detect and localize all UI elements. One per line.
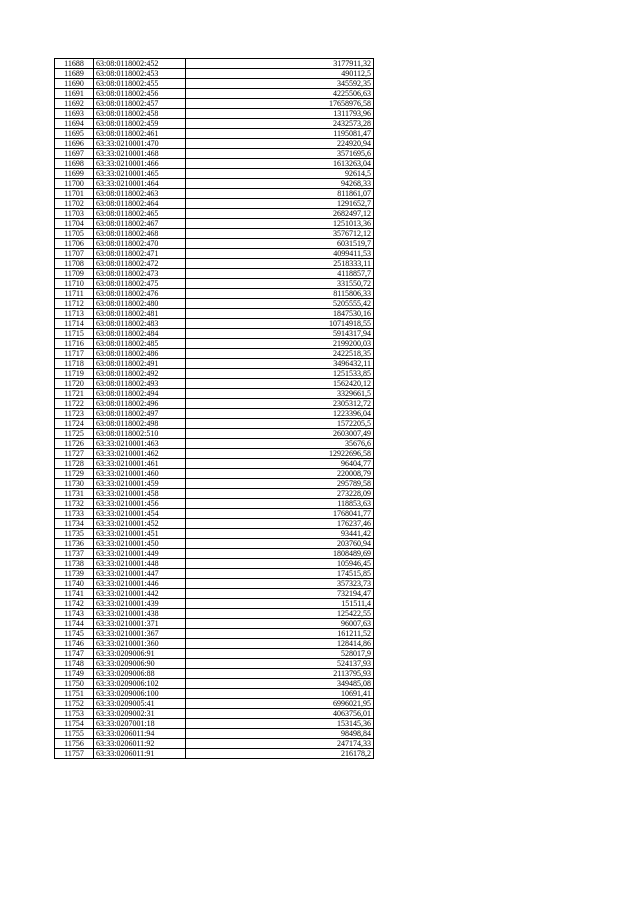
row-number-cell: 11706 (55, 239, 94, 249)
value-cell: 4118857,7 (186, 269, 374, 279)
value-cell: 1223396,04 (186, 409, 374, 419)
value-cell: 96404,77 (186, 459, 374, 469)
value-cell: 94268,33 (186, 179, 374, 189)
table-row (55, 339, 374, 349)
row-number-cell: 11751 (55, 689, 94, 699)
cadastral-number-cell: 63:33:0210001:451 (94, 529, 186, 539)
row-number-cell: 11702 (55, 199, 94, 209)
table-row (55, 349, 374, 359)
row-number-cell: 11721 (55, 389, 94, 399)
table-row (55, 469, 374, 479)
cadastral-number-cell: 63:33:0210001:465 (94, 169, 186, 179)
table-row (55, 399, 374, 409)
row-number-cell: 11704 (55, 219, 94, 229)
cadastral-number-cell: 63:33:0209005:41 (94, 699, 186, 709)
value-cell: 1291652,7 (186, 199, 374, 209)
table-row (55, 219, 374, 229)
row-number-cell: 11691 (55, 89, 94, 99)
value-cell: 17658976,58 (186, 99, 374, 109)
value-cell: 3576712,12 (186, 229, 374, 239)
value-cell: 345592,35 (186, 79, 374, 89)
cadastral-number-cell: 63:33:0210001:450 (94, 539, 186, 549)
value-cell: 4099411,53 (186, 249, 374, 259)
table-row (55, 519, 374, 529)
row-number-cell: 11753 (55, 709, 94, 719)
row-number-cell: 11755 (55, 729, 94, 739)
table-row (55, 569, 374, 579)
cadastral-number-cell: 63:08:0118002:486 (94, 349, 186, 359)
row-number-cell: 11695 (55, 129, 94, 139)
table-row (55, 579, 374, 589)
value-cell: 4063756,01 (186, 709, 374, 719)
cadastral-number-cell: 63:33:0209006:90 (94, 659, 186, 669)
cadastral-number-cell: 63:08:0118002:453 (94, 69, 186, 79)
row-number-cell: 11703 (55, 209, 94, 219)
value-cell: 331550,72 (186, 279, 374, 289)
row-number-cell: 11712 (55, 299, 94, 309)
value-cell: 3177911,32 (186, 59, 374, 69)
value-cell: 151511,4 (186, 599, 374, 609)
row-number-cell: 11730 (55, 479, 94, 489)
row-number-cell: 11690 (55, 79, 94, 89)
value-cell: 1768041,77 (186, 509, 374, 519)
cadastral-number-cell: 63:08:0118002:510 (94, 429, 186, 439)
row-number-cell: 11739 (55, 569, 94, 579)
value-cell: 153145,36 (186, 719, 374, 729)
row-number-cell: 11723 (55, 409, 94, 419)
table-row (55, 249, 374, 259)
value-cell: 125422,55 (186, 609, 374, 619)
table-row (55, 89, 374, 99)
cadastral-number-cell: 63:33:0209006:102 (94, 679, 186, 689)
value-cell: 176237,46 (186, 519, 374, 529)
row-number-cell: 11701 (55, 189, 94, 199)
cadastral-number-cell: 63:08:0118002:492 (94, 369, 186, 379)
row-number-cell: 11696 (55, 139, 94, 149)
value-cell: 105946,45 (186, 559, 374, 569)
table-row (55, 179, 374, 189)
table-row (55, 729, 374, 739)
row-number-cell: 11745 (55, 629, 94, 639)
cadastral-number-cell: 63:08:0118002:496 (94, 399, 186, 409)
cadastral-number-cell: 63:08:0118002:493 (94, 379, 186, 389)
cadastral-number-cell: 63:33:0210001:458 (94, 489, 186, 499)
cadastral-number-cell: 63:08:0118002:494 (94, 389, 186, 399)
table-row (55, 589, 374, 599)
table-row (55, 719, 374, 729)
cadastral-number-cell: 63:33:0209002:31 (94, 709, 186, 719)
row-number-cell: 11708 (55, 259, 94, 269)
table-row (55, 689, 374, 699)
table-row (55, 409, 374, 419)
cadastral-number-cell: 63:08:0118002:491 (94, 359, 186, 369)
cadastral-number-cell: 63:08:0118002:475 (94, 279, 186, 289)
cadastral-number-cell: 63:08:0118002:456 (94, 89, 186, 99)
table-row (55, 239, 374, 249)
cadastral-number-cell: 63:33:0207001:18 (94, 719, 186, 729)
cadastral-number-cell: 63:33:0210001:446 (94, 579, 186, 589)
row-number-cell: 11747 (55, 649, 94, 659)
cadastral-number-cell: 63:33:0210001:449 (94, 549, 186, 559)
cadastral-number-cell: 63:33:0210001:461 (94, 459, 186, 469)
row-number-cell: 11724 (55, 419, 94, 429)
row-number-cell: 11717 (55, 349, 94, 359)
value-cell: 3329661,5 (186, 389, 374, 399)
value-cell: 2432573,28 (186, 119, 374, 129)
value-cell: 2422518,35 (186, 349, 374, 359)
row-number-cell: 11757 (55, 749, 94, 759)
row-number-cell: 11749 (55, 669, 94, 679)
table-row (55, 129, 374, 139)
row-number-cell: 11738 (55, 559, 94, 569)
cadastral-number-cell: 63:33:0210001:454 (94, 509, 186, 519)
cadastral-number-cell: 63:08:0118002:459 (94, 119, 186, 129)
row-number-cell: 11697 (55, 149, 94, 159)
table-row (55, 679, 374, 689)
cadastral-number-cell: 63:08:0118002:483 (94, 319, 186, 329)
cadastral-number-cell: 63:08:0118002:498 (94, 419, 186, 429)
cadastral-number-cell: 63:08:0118002:472 (94, 259, 186, 269)
table-row (55, 359, 374, 369)
table-row (55, 269, 374, 279)
value-cell: 1847530,16 (186, 309, 374, 319)
cadastral-number-cell: 63:33:0206011:92 (94, 739, 186, 749)
cadastral-number-cell: 63:33:0209006:100 (94, 689, 186, 699)
table-row (55, 479, 374, 489)
row-number-cell: 11707 (55, 249, 94, 259)
value-cell: 174515,85 (186, 569, 374, 579)
cadastral-number-cell: 63:08:0118002:471 (94, 249, 186, 259)
cadastral-number-cell: 63:33:0210001:459 (94, 479, 186, 489)
row-number-cell: 11718 (55, 359, 94, 369)
table-row (55, 499, 374, 509)
value-cell: 2682497,12 (186, 209, 374, 219)
row-number-cell: 11754 (55, 719, 94, 729)
cadastral-number-cell: 63:33:0210001:464 (94, 179, 186, 189)
row-number-cell: 11728 (55, 459, 94, 469)
table-row (55, 279, 374, 289)
cadastral-number-cell: 63:08:0118002:473 (94, 269, 186, 279)
table-row (55, 369, 374, 379)
row-number-cell: 11715 (55, 329, 94, 339)
cadastral-number-cell: 63:33:0210001:468 (94, 149, 186, 159)
cadastral-number-cell: 63:33:0210001:438 (94, 609, 186, 619)
table-row (55, 599, 374, 609)
value-cell: 3496432,11 (186, 359, 374, 369)
table-row (55, 459, 374, 469)
row-number-cell: 11688 (55, 59, 94, 69)
cadastral-number-cell: 63:33:0210001:466 (94, 159, 186, 169)
table-row (55, 629, 374, 639)
table-row (55, 539, 374, 549)
table-row (55, 489, 374, 499)
row-number-cell: 11733 (55, 509, 94, 519)
table-row (55, 659, 374, 669)
row-number-cell: 11705 (55, 229, 94, 239)
value-cell: 273228,09 (186, 489, 374, 499)
table-row (55, 289, 374, 299)
value-cell: 216178,2 (186, 749, 374, 759)
row-number-cell: 11720 (55, 379, 94, 389)
table-row (55, 199, 374, 209)
table-row (55, 439, 374, 449)
value-cell: 203760,94 (186, 539, 374, 549)
value-cell: 5205555,42 (186, 299, 374, 309)
row-number-cell: 11699 (55, 169, 94, 179)
value-cell: 1808489,69 (186, 549, 374, 559)
value-cell: 6031519,7 (186, 239, 374, 249)
value-cell: 1613263,04 (186, 159, 374, 169)
row-number-cell: 11719 (55, 369, 94, 379)
cadastral-number-cell: 63:33:0210001:447 (94, 569, 186, 579)
row-number-cell: 11729 (55, 469, 94, 479)
cadastral-number-cell: 63:08:0118002:455 (94, 79, 186, 89)
cadastral-number-cell: 63:33:0210001:360 (94, 639, 186, 649)
table-row (55, 139, 374, 149)
value-cell: 3571695,6 (186, 149, 374, 159)
value-cell: 811861,07 (186, 189, 374, 199)
row-number-cell: 11694 (55, 119, 94, 129)
value-cell: 118853,63 (186, 499, 374, 509)
cadastral-number-cell: 63:08:0118002:484 (94, 329, 186, 339)
cadastral-number-cell: 63:08:0118002:467 (94, 219, 186, 229)
row-number-cell: 11748 (55, 659, 94, 669)
row-number-cell: 11711 (55, 289, 94, 299)
table-row (55, 329, 374, 339)
row-number-cell: 11756 (55, 739, 94, 749)
cadastral-number-cell: 63:08:0118002:481 (94, 309, 186, 319)
value-cell: 2113795,93 (186, 669, 374, 679)
cadastral-number-cell: 63:33:0206011:91 (94, 749, 186, 759)
value-cell: 2305312,72 (186, 399, 374, 409)
cadastral-number-cell: 63:33:0210001:456 (94, 499, 186, 509)
value-cell: 295789,58 (186, 479, 374, 489)
value-cell: 128414,86 (186, 639, 374, 649)
table-row (55, 529, 374, 539)
row-number-cell: 11689 (55, 69, 94, 79)
cadastral-number-cell: 63:08:0118002:458 (94, 109, 186, 119)
value-cell: 224920,94 (186, 139, 374, 149)
row-number-cell: 11743 (55, 609, 94, 619)
table-row (55, 649, 374, 659)
value-cell: 247174,33 (186, 739, 374, 749)
cadastral-number-cell: 63:33:0210001:448 (94, 559, 186, 569)
value-cell: 2603007,49 (186, 429, 374, 439)
table-row (55, 619, 374, 629)
table-row (55, 509, 374, 519)
row-number-cell: 11752 (55, 699, 94, 709)
cadastral-number-cell: 63:33:0210001:439 (94, 599, 186, 609)
row-number-cell: 11726 (55, 439, 94, 449)
row-number-cell: 11746 (55, 639, 94, 649)
data-table-body (55, 59, 374, 759)
value-cell: 524137,93 (186, 659, 374, 669)
row-number-cell: 11693 (55, 109, 94, 119)
cadastral-number-cell: 63:08:0118002:480 (94, 299, 186, 309)
value-cell: 357323,73 (186, 579, 374, 589)
row-number-cell: 11744 (55, 619, 94, 629)
cadastral-number-cell: 63:08:0118002:497 (94, 409, 186, 419)
table-row (55, 709, 374, 719)
value-cell: 349485,08 (186, 679, 374, 689)
row-number-cell: 11732 (55, 499, 94, 509)
table-row (55, 389, 374, 399)
value-cell: 10691,41 (186, 689, 374, 699)
data-table (54, 58, 374, 759)
row-number-cell: 11737 (55, 549, 94, 559)
table-row (55, 419, 374, 429)
value-cell: 1562420,12 (186, 379, 374, 389)
row-number-cell: 11750 (55, 679, 94, 689)
table-row (55, 169, 374, 179)
table-row (55, 189, 374, 199)
value-cell: 98498,84 (186, 729, 374, 739)
cadastral-number-cell: 63:08:0118002:470 (94, 239, 186, 249)
table-row (55, 209, 374, 219)
row-number-cell: 11742 (55, 599, 94, 609)
cadastral-number-cell: 63:33:0209006:88 (94, 669, 186, 679)
cadastral-number-cell: 63:33:0210001:452 (94, 519, 186, 529)
value-cell: 2199200,03 (186, 339, 374, 349)
table-row (55, 609, 374, 619)
table-row (55, 229, 374, 239)
table-row (55, 299, 374, 309)
value-cell: 1251533,85 (186, 369, 374, 379)
value-cell: 96007,63 (186, 619, 374, 629)
row-number-cell: 11710 (55, 279, 94, 289)
row-number-cell: 11741 (55, 589, 94, 599)
value-cell: 35676,6 (186, 439, 374, 449)
table-row (55, 309, 374, 319)
cadastral-number-cell: 63:33:0210001:470 (94, 139, 186, 149)
row-number-cell: 11734 (55, 519, 94, 529)
cadastral-number-cell: 63:08:0118002:457 (94, 99, 186, 109)
value-cell: 92614,5 (186, 169, 374, 179)
cadastral-number-cell: 63:08:0118002:465 (94, 209, 186, 219)
cadastral-number-cell: 63:33:0210001:462 (94, 449, 186, 459)
cadastral-number-cell: 63:33:0210001:463 (94, 439, 186, 449)
value-cell: 5914317,94 (186, 329, 374, 339)
value-cell: 4225506,63 (186, 89, 374, 99)
table-row (55, 429, 374, 439)
row-number-cell: 11722 (55, 399, 94, 409)
value-cell: 161211,52 (186, 629, 374, 639)
cadastral-number-cell: 63:08:0118002:476 (94, 289, 186, 299)
cadastral-number-cell: 63:08:0118002:461 (94, 129, 186, 139)
table-row (55, 449, 374, 459)
table-row (55, 699, 374, 709)
value-cell: 1311793,96 (186, 109, 374, 119)
cadastral-number-cell: 63:08:0118002:485 (94, 339, 186, 349)
table-row (55, 549, 374, 559)
value-cell: 93441,42 (186, 529, 374, 539)
table-row (55, 109, 374, 119)
table-row (55, 739, 374, 749)
table-row (55, 99, 374, 109)
value-cell: 1251013,36 (186, 219, 374, 229)
row-number-cell: 11740 (55, 579, 94, 589)
row-number-cell: 11692 (55, 99, 94, 109)
table-row (55, 319, 374, 329)
table-row (55, 749, 374, 759)
table-row (55, 639, 374, 649)
value-cell: 10714918,55 (186, 319, 374, 329)
cadastral-number-cell: 63:08:0118002:463 (94, 189, 186, 199)
table-row (55, 119, 374, 129)
value-cell: 220008,79 (186, 469, 374, 479)
table-row (55, 59, 374, 69)
document-page (54, 58, 373, 759)
value-cell: 8115806,33 (186, 289, 374, 299)
row-number-cell: 11736 (55, 539, 94, 549)
cadastral-number-cell: 63:33:0210001:367 (94, 629, 186, 639)
row-number-cell: 11735 (55, 529, 94, 539)
row-number-cell: 11727 (55, 449, 94, 459)
cadastral-number-cell: 63:08:0118002:468 (94, 229, 186, 239)
cadastral-number-cell: 63:33:0210001:442 (94, 589, 186, 599)
value-cell: 2518333,11 (186, 259, 374, 269)
table-row (55, 69, 374, 79)
table-row (55, 379, 374, 389)
row-number-cell: 11714 (55, 319, 94, 329)
row-number-cell: 11700 (55, 179, 94, 189)
value-cell: 12922696,58 (186, 449, 374, 459)
cadastral-number-cell: 63:08:0118002:464 (94, 199, 186, 209)
cadastral-number-cell: 63:33:0210001:460 (94, 469, 186, 479)
row-number-cell: 11698 (55, 159, 94, 169)
cadastral-number-cell: 63:08:0118002:452 (94, 59, 186, 69)
row-number-cell: 11716 (55, 339, 94, 349)
value-cell: 490112,5 (186, 69, 374, 79)
row-number-cell: 11713 (55, 309, 94, 319)
value-cell: 1572205,5 (186, 419, 374, 429)
cadastral-number-cell: 63:33:0209006:91 (94, 649, 186, 659)
value-cell: 1195081,47 (186, 129, 374, 139)
row-number-cell: 11725 (55, 429, 94, 439)
value-cell: 6996021,95 (186, 699, 374, 709)
cadastral-number-cell: 63:33:0206011:94 (94, 729, 186, 739)
table-row (55, 559, 374, 569)
table-row (55, 259, 374, 269)
table-row (55, 79, 374, 89)
row-number-cell: 11709 (55, 269, 94, 279)
table-row (55, 159, 374, 169)
table-row (55, 149, 374, 159)
row-number-cell: 11731 (55, 489, 94, 499)
value-cell: 732194,47 (186, 589, 374, 599)
cadastral-number-cell: 63:33:0210001:371 (94, 619, 186, 629)
value-cell: 528017,9 (186, 649, 374, 659)
table-row (55, 669, 374, 679)
